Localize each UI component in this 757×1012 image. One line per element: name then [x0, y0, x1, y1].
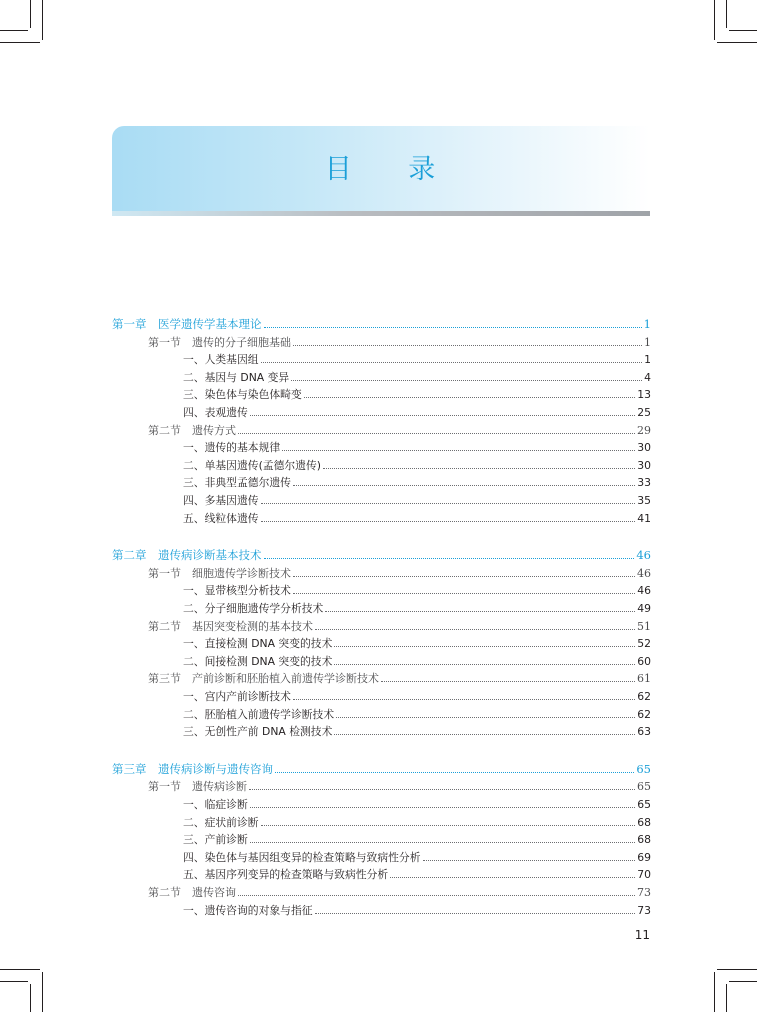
- toc-entry-title: 第一节 细胞遗传学诊断技术: [148, 566, 291, 580]
- toc-entry-page: 51: [637, 619, 651, 633]
- toc-entry-page: 33: [637, 476, 651, 490]
- toc-entry-title: 一、显带核型分析技术: [183, 584, 291, 598]
- toc-entry-title: 一、遗传的基本规律: [183, 441, 281, 455]
- toc-item-row[interactable]: [183, 723, 651, 740]
- toc-leader-dots: [334, 664, 635, 665]
- toc-entry-page: 46: [636, 548, 651, 563]
- toc-entry-title: 第一节 遗传的分子细胞基础: [148, 335, 291, 349]
- toc-leader-dots: [293, 593, 635, 594]
- toc-leader-dots: [264, 558, 635, 559]
- toc-entry-page: 29: [637, 423, 651, 437]
- toc-entry-title: 五、线粒体遗传: [183, 511, 259, 525]
- toc-entry-page: 60: [637, 654, 651, 668]
- toc-leader-dots: [336, 717, 635, 718]
- toc-entry-page: 4: [644, 370, 651, 384]
- toc-entry-title: 第二节 基因突变检测的基本技术: [148, 619, 313, 633]
- toc-entry-page: 1: [644, 335, 651, 349]
- toc-entry-title: 三、非典型孟德尔遗传: [183, 476, 291, 490]
- toc-leader-dots: [381, 681, 635, 682]
- toc-entry-page: 41: [637, 511, 651, 525]
- toc-leader-dots: [390, 877, 635, 878]
- toc-chapter-row[interactable]: [112, 547, 651, 564]
- toc-item-row[interactable]: [183, 439, 651, 456]
- toc-entry-page: 68: [637, 815, 651, 829]
- toc-item-row[interactable]: [183, 600, 651, 617]
- toc-leader-dots: [291, 380, 642, 381]
- toc-item-row[interactable]: [183, 866, 651, 883]
- toc-entry-title: 二、分子细胞遗传学分析技术: [183, 602, 324, 615]
- toc-section-row[interactable]: [148, 778, 651, 795]
- toc-entry-title: 五、基因序列变异的检查策略与致病性分析: [183, 868, 389, 882]
- toc-item-row[interactable]: [183, 831, 651, 848]
- toc-item-row[interactable]: [183, 902, 651, 919]
- toc-item-row[interactable]: [183, 635, 651, 652]
- toc-entry-title: 二、症状前诊断: [183, 815, 259, 829]
- toc-entry-title: 二、胚胎植入前遗传学诊断技术: [183, 707, 335, 721]
- toc-entry-page: 63: [637, 725, 651, 739]
- toc-entry-page: 70: [637, 868, 651, 882]
- toc-item-row[interactable]: [183, 796, 651, 813]
- toc-leader-dots: [264, 327, 642, 328]
- toc-entry-title: 三、染色体与染色体畸变: [183, 388, 302, 402]
- toc-entry-title: 第三章 遗传病诊断与遗传咨询: [112, 761, 273, 776]
- toc-section-row[interactable]: [148, 422, 651, 439]
- toc-section-row[interactable]: [148, 334, 651, 351]
- toc-entry-title: 三、无创性产前 DNA 检测技术: [183, 725, 333, 739]
- toc-section-row[interactable]: [148, 565, 651, 582]
- toc-leader-dots: [423, 860, 636, 861]
- toc-leader-dots: [250, 415, 635, 416]
- toc-entry-title: 第二章 遗传病诊断基本技术: [112, 548, 262, 563]
- toc-item-row[interactable]: [183, 457, 651, 474]
- toc-leader-dots: [249, 789, 635, 790]
- toc-entry-page: 1: [644, 353, 651, 367]
- toc-leader-dots: [334, 734, 635, 735]
- toc-item-row[interactable]: [183, 814, 651, 831]
- toc-leader-dots: [261, 362, 643, 363]
- toc-entry-title: 四、表观遗传: [183, 406, 248, 419]
- toc-item-row[interactable]: [183, 688, 651, 705]
- toc-entry-page: 46: [637, 566, 651, 580]
- toc-leader-dots: [315, 629, 635, 630]
- toc-leader-dots: [250, 842, 635, 843]
- toc-entry-page: 73: [637, 886, 651, 899]
- toc-entry-title: 二、基因与 DNA 变异: [183, 370, 290, 384]
- toc-leader-dots: [293, 699, 635, 700]
- toc-leader-dots: [282, 450, 635, 451]
- toc-entry-title: 一、人类基因组: [183, 353, 259, 367]
- toc-entry-title: 二、单基因遗传(孟德尔遗传): [183, 458, 321, 472]
- toc-entry-page: 65: [636, 761, 651, 776]
- toc-leader-dots: [261, 503, 636, 504]
- toc-leader-dots: [334, 646, 635, 647]
- toc-entry-title: 一、直接检测 DNA 突变的技术: [183, 637, 333, 651]
- toc-entry-page: 25: [637, 406, 651, 419]
- toc-item-row[interactable]: [183, 369, 651, 386]
- toc-entry-title: 第三节 产前诊断和胚胎植入前遗传学诊断技术: [148, 672, 379, 686]
- toc-entry-title: 一、宫内产前诊断技术: [183, 690, 291, 703]
- toc-entry-page: 46: [637, 584, 651, 598]
- toc-entry-page: 52: [637, 637, 651, 651]
- toc-entry-title: 第二节 遗传咨询: [148, 886, 236, 899]
- toc-leader-dots: [315, 913, 636, 914]
- toc-item-row[interactable]: [183, 492, 651, 509]
- toc-section-row[interactable]: [148, 670, 651, 687]
- toc-leader-dots: [325, 611, 635, 612]
- toc-leader-dots: [293, 485, 635, 486]
- toc-leader-dots: [323, 468, 635, 469]
- toc-entry-page: 69: [637, 850, 651, 864]
- toc-entry-page: 65: [637, 780, 651, 794]
- toc-entry-title: 第一节 遗传病诊断: [148, 780, 247, 794]
- toc-entry-page: 13: [637, 388, 651, 402]
- toc-entry-page: 30: [637, 458, 651, 472]
- toc-leader-dots: [304, 397, 635, 398]
- toc-item-row[interactable]: [183, 474, 651, 491]
- page-number: 11: [634, 928, 650, 942]
- toc-item-row[interactable]: [183, 706, 651, 723]
- toc-section-row[interactable]: [148, 618, 651, 635]
- toc-item-row[interactable]: [183, 404, 651, 421]
- toc-chapter-row[interactable]: [112, 761, 651, 778]
- toc-entry-page: 73: [637, 903, 651, 917]
- toc-item-row[interactable]: [183, 849, 651, 866]
- toc-entry-page: 62: [637, 707, 651, 721]
- toc-entry-title: 一、临症诊断: [183, 798, 248, 811]
- toc-item-row[interactable]: [183, 510, 651, 527]
- page-title: 目 录: [324, 154, 438, 185]
- toc-leader-dots: [238, 895, 635, 896]
- toc-leader-dots: [275, 772, 634, 773]
- toc-item-row[interactable]: [183, 351, 651, 368]
- toc-entry-title: 四、染色体与基因组变异的检查策略与致病性分析: [183, 850, 421, 864]
- toc-leader-dots: [238, 433, 635, 434]
- toc-leader-dots: [261, 825, 636, 826]
- toc-entry-title: 一、遗传咨询的对象与指征: [183, 903, 313, 917]
- toc-entry-page: 62: [637, 690, 651, 703]
- toc-chapter-row[interactable]: [112, 316, 651, 333]
- toc-section-row[interactable]: [148, 884, 651, 901]
- toc-entry-title: 二、间接检测 DNA 突变的技术: [183, 654, 333, 668]
- toc-entry-page: 49: [637, 602, 651, 615]
- toc-entry-page: 65: [637, 798, 651, 811]
- toc-entry-page: 68: [637, 833, 651, 847]
- toc-leader-dots: [261, 521, 636, 522]
- toc-item-row[interactable]: [183, 653, 651, 670]
- toc-entry-title: 三、产前诊断: [183, 833, 248, 847]
- toc-leader-dots: [293, 576, 635, 577]
- toc-item-row[interactable]: [183, 582, 651, 599]
- toc-entry-page: 30: [637, 441, 651, 455]
- toc-leader-dots: [293, 345, 642, 346]
- toc-item-row[interactable]: [183, 386, 651, 403]
- toc-entry-page: 35: [637, 494, 651, 507]
- toc-leader-dots: [250, 807, 635, 808]
- toc-entry-title: 第二节 遗传方式: [148, 423, 236, 437]
- toc-entry-page: 1: [643, 317, 651, 331]
- toc-entry-title: 第一章 医学遗传学基本理论: [112, 317, 262, 331]
- toc-entry-title: 四、多基因遗传: [183, 494, 259, 507]
- toc-entry-page: 61: [637, 672, 651, 686]
